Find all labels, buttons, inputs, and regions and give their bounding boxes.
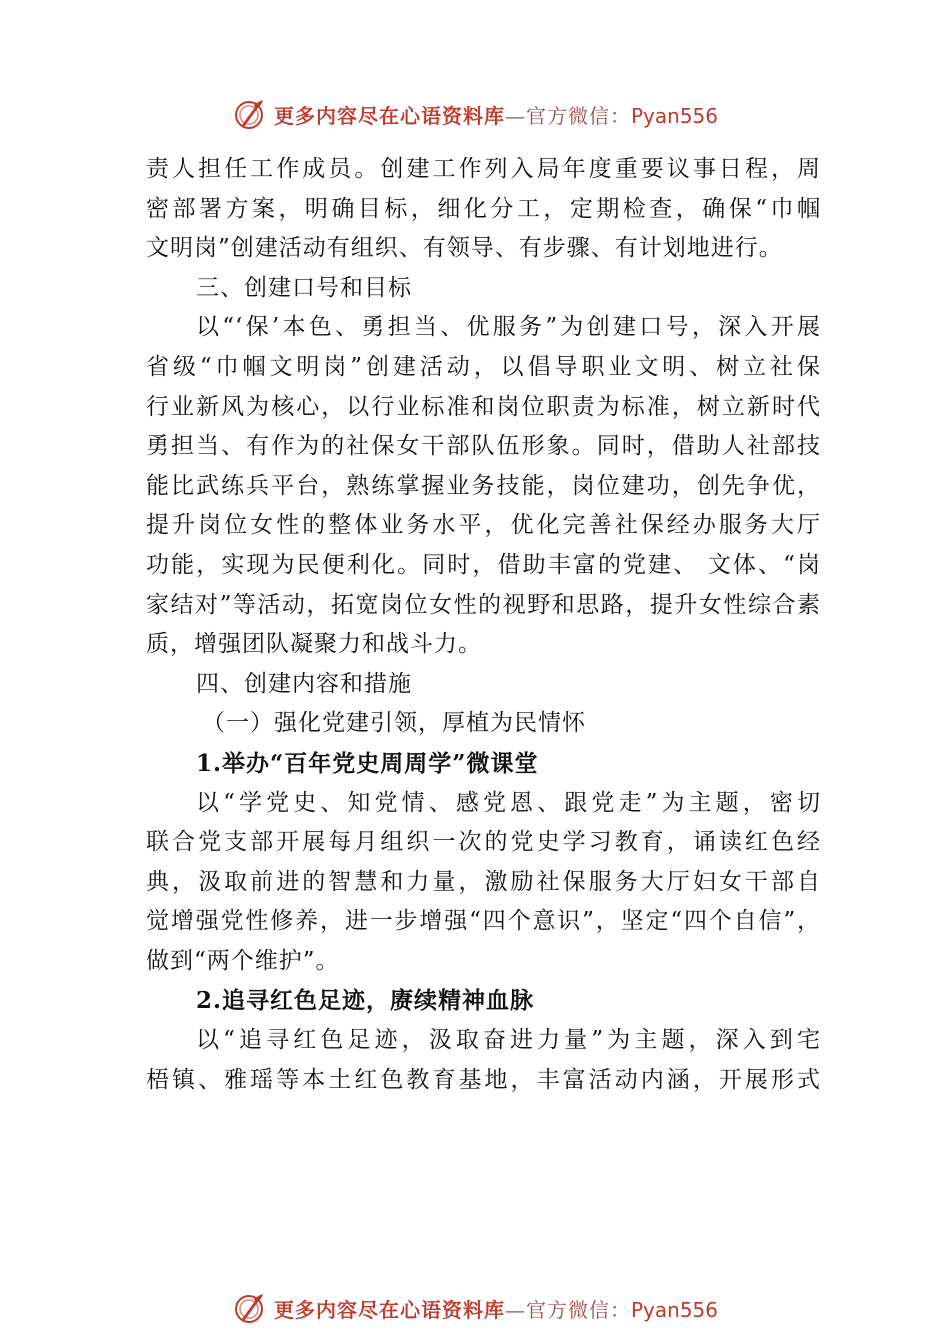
- paragraph-line: 典，汲取前进的智慧和力量，激励社保服务大厅妇女干部自: [146, 868, 821, 895]
- paragraph-line: 省级“巾帼文明岗”创建活动，以倡导职业文明、树立社保: [146, 353, 821, 380]
- quill-logo-icon: [232, 97, 266, 131]
- paragraph-line: 以“追寻红色足迹，汲取奋进力量”为主题，深入到宅: [196, 1027, 821, 1054]
- watermark-wechat-label: —官方微信：: [504, 103, 631, 128]
- watermark-banner-bottom: [0, 1288, 950, 1328]
- paragraph-line: 以“学党史、知党情、感党恩、跟党走”为主题，密切: [196, 789, 821, 816]
- paragraph-line: 功能，实现为民便利化。同时，借助丰富的党建、 文体、“岗: [146, 551, 821, 578]
- watermark-wechat-label: —官方微信：: [504, 1297, 631, 1322]
- paragraph-line: 以“‘保’本色、勇担当、优服务”为创建口号，深入开展: [196, 314, 821, 341]
- watermark-banner-top: [0, 94, 950, 134]
- paragraph-line: 责人担任工作成员。创建工作列入局年度重要议事日程，周: [146, 156, 821, 182]
- watermark-wechat-id: Pyan556: [630, 103, 718, 128]
- paragraph-line: 密部署方案，明确目标，细化分工，定期检查，确保“巾帼: [146, 195, 821, 222]
- watermark-title: 更多内容尽在心语资料库: [273, 1297, 505, 1322]
- paragraph-line: 联合党支部开展每月组织一次的党史学习教育，诵读红色经: [146, 829, 821, 856]
- section-heading-4: 四、创建内容和措施: [196, 670, 412, 697]
- document-body: [146, 150, 821, 1100]
- quill-logo-icon: [232, 1291, 266, 1325]
- watermark-wechat-id: Pyan556: [630, 1297, 718, 1322]
- watermark-title: 更多内容尽在心语资料库: [273, 103, 505, 128]
- paragraph-line: 觉增强党性修养，进一步增强“四个意识”，坚定“四个自信”，: [146, 908, 821, 935]
- paragraph-line: 提升岗位女性的整体业务水平，优化完善社保经办服务大厅: [146, 512, 821, 539]
- subsection-heading-1: （一）强化党建引领，厚植为民情怀: [202, 710, 586, 737]
- section-heading-3: 三、创建口号和目标: [196, 274, 412, 301]
- item-heading-1: 1.举办“百年党史周周学”微课堂: [196, 749, 539, 777]
- paragraph-line: 质，增强团队凝聚力和战斗力。: [146, 631, 482, 658]
- paragraph-line: 勇担当、有作为的社保女干部队伍形象。同时，借助人社部技: [146, 433, 821, 460]
- paragraph-line: 能比武练兵平台，熟练掌握业务技能，岗位建功，创先争优，: [146, 472, 821, 499]
- item-heading-2: 2.追寻红色足迹，赓续精神血脉: [196, 987, 535, 1015]
- paragraph-line: 行业新风为核心，以行业标准和岗位职责为标准，树立新时代: [146, 393, 821, 420]
- paragraph-line: 梧镇、雅瑶等本土红色教育基地，丰富活动内涵，开展形式: [146, 1066, 821, 1093]
- paragraph-line: 做到“两个维护”。: [146, 947, 340, 974]
- paragraph-line: 文明岗”创建活动有组织、有领导、有步骤、有计划地进行。: [146, 235, 783, 262]
- paragraph-line: 家结对”等活动，拓宽岗位女性的视野和思路，提升女性综合素: [146, 591, 821, 618]
